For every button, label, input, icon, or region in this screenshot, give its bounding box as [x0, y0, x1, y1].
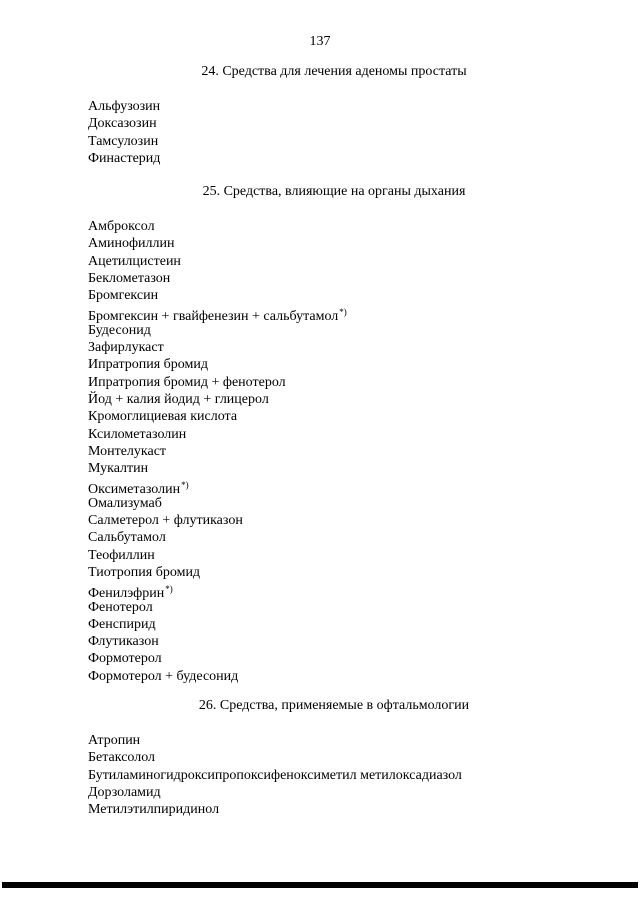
drug-name: Формотерол [88, 651, 162, 667]
drug-name: Сальбутамол [88, 530, 166, 546]
drug-name: Бромгексин + гвайфенезин + сальбутамол [88, 309, 339, 325]
drug-name: Доксазозин [88, 116, 157, 132]
footnote-mark: *) [339, 307, 347, 318]
page-number: 137 [309, 34, 331, 49]
drug-list-item [88, 253, 347, 270]
drug-list-item [88, 581, 347, 602]
drug-name: Ипратропия бромид + фенотерол [88, 374, 286, 390]
drug-list-26 [88, 732, 462, 818]
drug-name: Монтелукаст [88, 443, 167, 459]
drug-name: Альфузозин [88, 99, 161, 114]
drug-list-item [88, 668, 347, 685]
drug-name: Будесонид [88, 322, 151, 338]
drug-name: Ипратропия бромид [88, 357, 208, 373]
drug-list-item [88, 133, 160, 150]
drug-name: Фенотерол [88, 599, 153, 615]
drug-name: Омализумаб [88, 495, 162, 511]
drug-list-item [88, 784, 462, 801]
drug-name: Бромгексин [88, 288, 159, 304]
drug-name: Амброксол [88, 219, 155, 234]
drug-list-item [88, 650, 347, 667]
drug-name: Метилэтилпиридинол [88, 802, 220, 818]
drug-list-item [88, 749, 462, 766]
drug-name: Фенилэфрин [88, 586, 165, 602]
drug-list-item [88, 235, 347, 252]
drug-name: Финастерид [88, 150, 161, 166]
drug-list-item [88, 426, 347, 443]
drug-list-item [88, 495, 347, 512]
drug-name: Зафирлукаст [88, 340, 164, 356]
drug-list-item [88, 529, 347, 546]
drug-name: Бетаксолол [88, 750, 156, 766]
drug-name: Теофиллин [88, 547, 155, 563]
drug-list-item [88, 356, 347, 373]
drug-name: Оксиметазолин [88, 482, 181, 498]
drug-list-item [88, 374, 347, 391]
drug-name: Атропин [88, 733, 141, 748]
footnote-mark: *) [165, 584, 173, 595]
drug-list-item [88, 339, 347, 356]
drug-list-item [88, 270, 347, 287]
footnote-mark: *) [181, 480, 189, 491]
drug-list-item [88, 391, 347, 408]
drug-list-24 [88, 98, 160, 167]
drug-name: Салметерол + флутиказон [88, 513, 243, 529]
drug-name: Бутиламиногидроксипропоксифеноксиметил метилоксадиазол [88, 767, 462, 783]
drug-list-item [88, 150, 160, 167]
drug-list-item [88, 287, 347, 304]
drug-list-item [88, 599, 347, 616]
drug-list-item [88, 564, 347, 581]
drug-list-item [88, 767, 462, 784]
drug-list-item [88, 477, 347, 498]
drug-name: Ацетилцистеин [88, 253, 181, 269]
section-title-26: 26. Средства, применяемые в офтальмологии [198, 698, 470, 713]
drug-list-item [88, 616, 347, 633]
drug-list-item [88, 115, 160, 132]
drug-list-25 [88, 218, 347, 685]
drug-name: Фенспирид [88, 616, 156, 632]
drug-name: Дорзоламид [88, 784, 161, 800]
drug-name: Аминофиллин [88, 236, 175, 252]
drug-list-item [88, 304, 347, 325]
drug-list-item [88, 801, 462, 818]
bottom-rule [2, 882, 638, 888]
drug-list-item [88, 547, 347, 564]
drug-list-item [88, 732, 462, 749]
drug-list-item [88, 98, 160, 115]
drug-name: Кромоглициевая кислота [88, 409, 238, 425]
section-title-24: 24. Средства для лечения аденомы простаты [201, 64, 467, 79]
drug-name: Тамсулозин [88, 133, 159, 149]
drug-list-item [88, 218, 347, 235]
drug-name: Тиотропия бромид [88, 564, 201, 580]
drug-list-item [88, 443, 347, 460]
drug-list-item [88, 408, 347, 425]
drug-name: Формотерол + будесонид [88, 668, 239, 684]
drug-name: Мукалтин [88, 461, 149, 477]
drug-list-item [88, 460, 347, 477]
drug-name: Флутиказон [88, 634, 159, 650]
drug-name: Ксилометазолин [88, 426, 187, 442]
drug-list-item [88, 512, 347, 529]
section-title-25: 25. Средства, влияющие на органы дыхания [202, 184, 466, 199]
drug-list-item [88, 633, 347, 650]
drug-name: Беклометазон [88, 270, 171, 286]
drug-name: Йод + калия йодид + глицерол [88, 391, 269, 407]
